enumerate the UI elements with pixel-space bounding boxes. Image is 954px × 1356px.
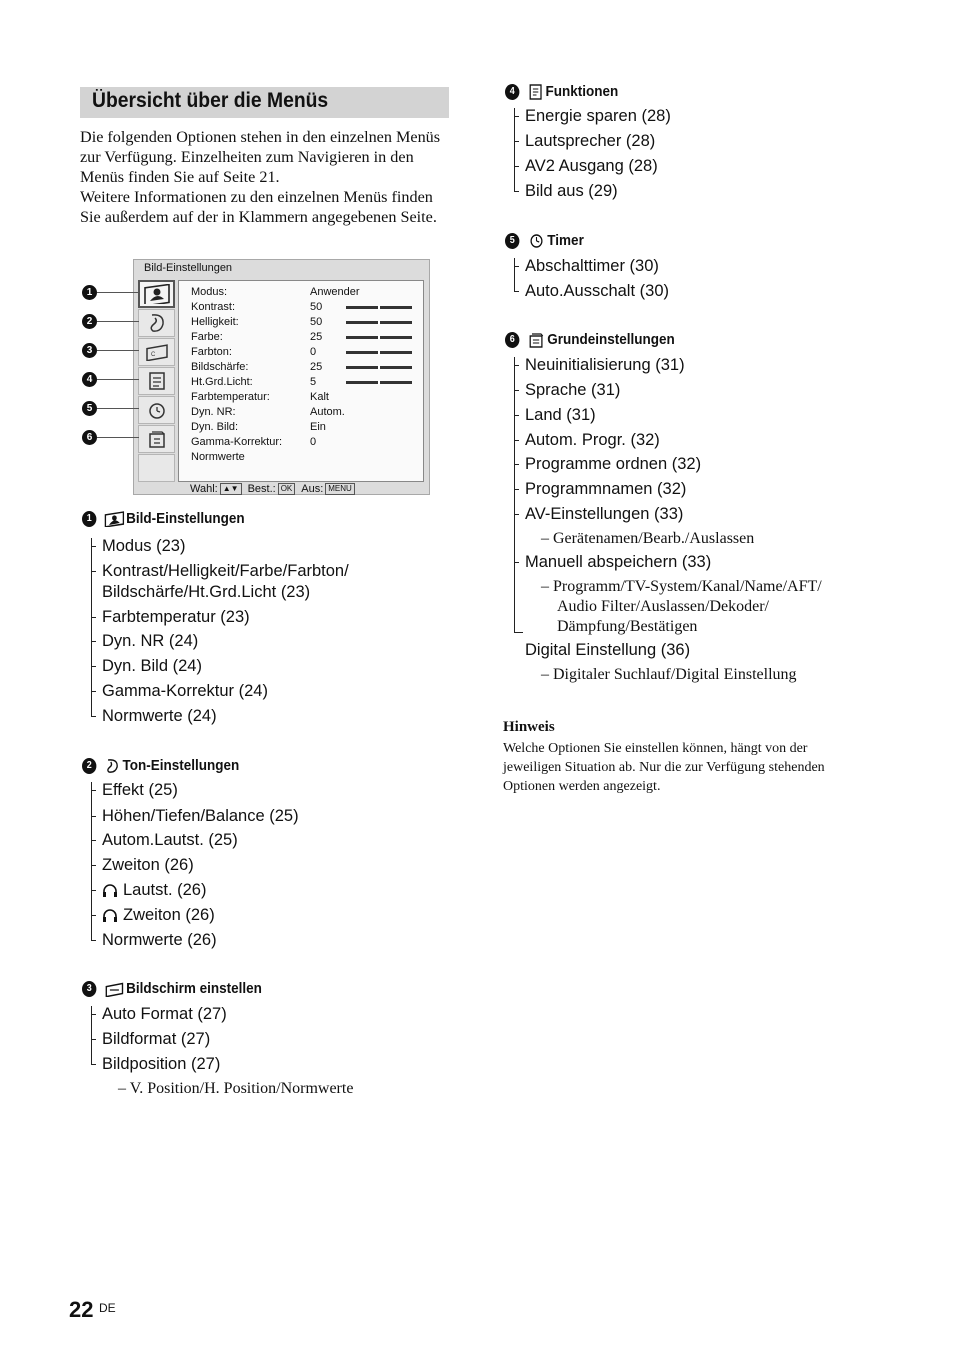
level-bar [346,381,412,384]
list-item: Energie sparen (28) [525,107,671,125]
page-number: 22 [69,1297,94,1322]
sub-item: – Gerätenamen/Bearb./Auslassen [541,530,755,547]
leader-line [97,350,139,351]
leader-line [97,321,139,322]
sound-menu-icon[interactable] [138,309,175,337]
section-4-heading: 4 Funktionen [505,83,618,100]
picture-menu-icon[interactable] [138,280,175,308]
menu-row[interactable]: Kontrast: 50 [191,300,421,315]
list-item: Bild aus (29) [525,182,618,200]
svg-text:C: C [150,352,155,358]
setup-icon [528,332,546,348]
figure-marker-2: 2 [82,314,97,329]
leader-line [97,292,139,293]
sub-item: – Programm/TV-System/Kanal/Name/AFT/ [541,578,822,595]
setup-menu-icon[interactable] [138,425,175,453]
headphone-icon [102,908,118,923]
figure-marker-5: 5 [82,401,97,416]
list-item: Autom. Progr. (32) [525,431,660,449]
list-item: Gamma-Korrektur (24) [102,682,268,700]
intro-paragraph-1: Die folgenden Optionen stehen in den einzelnen Menüs zur Verfügung. Einzelheiten zum Navigieren in den Menüs finden Sie auf Seite 21. [80,128,441,186]
level-bar [346,321,412,324]
sub-item: – V. Position/H. Position/Normwerte [118,1080,354,1097]
sound-icon [105,758,121,774]
list-item: Auto.Ausschalt (30) [525,282,669,300]
menu-row[interactable]: Farbtemperatur: Kalt [191,391,329,403]
list-item: Lautst. (26) [123,881,207,899]
list-item: Zweiton (26) [102,856,194,874]
timer-icon [528,233,546,249]
intro-paragraph-2: Weitere Informationen zu den einzelnen Menüs finden Sie außerdem auf der in Klammern angegebenen Seite. [80,188,437,226]
figure-marker-4: 4 [82,372,97,387]
list-item: Dyn. Bild (24) [102,657,202,675]
list-item: Autom.Lautst. (25) [102,831,238,849]
list-item: Modus (23) [102,537,186,555]
figure-marker-6: 6 [82,430,97,445]
list-item: Bildschärfe/Ht.Grd.Licht (23) [102,583,311,601]
ok-key: OK [278,483,296,495]
list-item: Normwerte (26) [102,931,217,949]
list-item: Neuinitialisierung (31) [525,356,685,374]
list-item: Effekt (25) [102,781,178,799]
menu-row[interactable]: Gamma-Korrektur: 0 [191,436,317,448]
section-1-heading: 1 Bild-Einstellungen [82,510,245,527]
menu-row[interactable]: Bildschärfe: 25 [191,360,421,375]
leader-line [97,379,139,380]
tree-line [514,357,515,633]
list-item: Abschalttimer (30) [525,257,659,275]
list-item: Bildposition (27) [102,1055,221,1073]
screen-control-icon [105,981,125,997]
list-item: Lautsprecher (28) [525,132,656,150]
leader-line [97,408,139,409]
tree-line [514,108,515,192]
screen-control-menu-icon[interactable] [138,338,175,366]
list-item: Manuell abspeichern (33) [525,553,712,571]
list-item: Bildformat (27) [102,1030,211,1048]
level-bar [346,351,412,354]
section-2-heading: 2 Ton-Einstellungen [82,757,239,774]
screen-footer-hints: Wahl: ▲▼ Best.: OK Aus: MENU [190,483,361,495]
list-item: Höhen/Tiefen/Balance (25) [102,807,299,825]
note-body: Welche Optionen Sie einstellen können, hängt von der jeweiligen Situation ab. Nur die zur Verfügung stehenden Optionen werden angezeigt. [503,741,825,794]
list-item: Land (31) [525,406,596,424]
list-item: Kontrast/Helligkeit/Farbe/Farbton/ [102,562,349,580]
note-title: Hinweis [503,719,555,735]
level-bar [346,336,412,339]
section-heading-band [80,87,449,118]
menu-row[interactable]: Modus: Anwender [191,286,360,298]
figure-marker-1: 1 [82,285,97,300]
page-title: Übersicht über die Menüs [92,89,329,112]
list-item: Digital Einstellung (36) [525,641,691,659]
menu-row[interactable]: Dyn. Bild: Ein [191,421,326,433]
intro-text [80,127,450,227]
page-language: DE [99,1301,116,1315]
features-menu-icon[interactable] [138,367,175,395]
list-item: Auto Format (27) [102,1005,227,1023]
leader-line [97,437,139,438]
menu-row[interactable]: Helligkeit: 50 [191,315,421,330]
section-3-heading: 3 Bildschirm einstellen [82,980,262,997]
sub-item: Dämpfung/Bestätigen [557,618,698,635]
figure-marker-3: 3 [82,343,97,358]
menu-row[interactable]: Farbton: 0 [191,345,421,360]
headphone-icon [102,883,118,898]
list-item: AV-Einstellungen (33) [525,505,684,523]
menu-row[interactable]: Dyn. NR: Autom. [191,406,345,418]
menu-settings-panel [178,280,424,482]
section-6-heading: 6 Grundeinstellungen [505,331,675,348]
screen-title: Bild-Einstellungen [144,262,233,274]
list-item: Programme ordnen (32) [525,455,702,473]
menu-row[interactable]: Normwerte [191,451,245,463]
up-down-key-icon: ▲▼ [220,483,242,495]
menu-row[interactable]: Farbe: 25 [191,330,421,345]
menu-row[interactable]: Ht.Grd.Licht: 5 [191,375,421,390]
level-bar [346,306,412,309]
tree-line [91,782,92,941]
empty-menu-slot [138,454,175,482]
features-icon [528,84,544,100]
sub-item: Audio Filter/Auslassen/Dekoder/ [557,598,769,615]
list-item: Farbtemperatur (23) [102,608,250,626]
list-item: AV2 Ausgang (28) [525,157,658,175]
picture-icon [105,511,125,527]
sub-item: – Digitaler Suchlauf/Digital Einstellung [541,666,797,683]
list-item: Normwerte (24) [102,707,217,725]
tv-menu-screen [133,259,430,495]
list-item: Zweiton (26) [123,906,215,924]
list-item: Sprache (31) [525,381,621,399]
tree-line [514,258,515,292]
section-5-heading: 5 Timer [505,232,584,249]
list-item: Programmnamen (32) [525,480,687,498]
level-bar [346,366,412,369]
timer-menu-icon[interactable] [138,396,175,424]
menu-key: MENU [325,483,355,495]
list-item: Dyn. NR (24) [102,632,199,650]
